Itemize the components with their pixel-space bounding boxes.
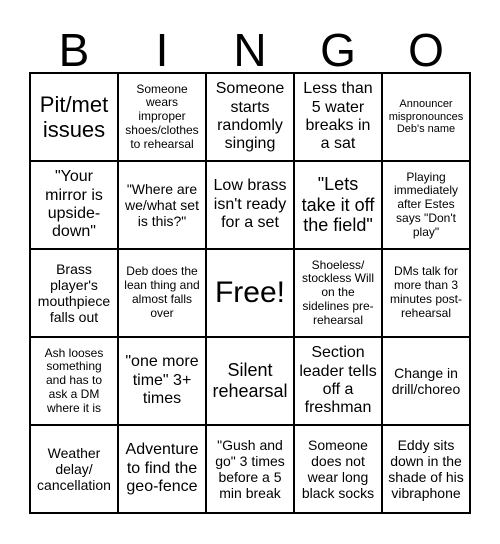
bingo-cell[interactable]: DMs talk for more than 3 minutes post-rehearsal (382, 249, 470, 337)
bingo-cell[interactable]: Eddy sits down in the shade of his vibraphone (382, 425, 470, 513)
header-letter-i: I (155, 24, 169, 76)
header-letter-g: G (320, 24, 356, 76)
bingo-cell[interactable]: Silent rehearsal (206, 337, 294, 425)
bingo-header (30, 22, 470, 78)
header-letter-n: N (233, 24, 267, 76)
bingo-cell[interactable]: Pit/met issues (30, 73, 118, 161)
bingo-cell[interactable]: "Lets take it off the field" (294, 161, 382, 249)
bingo-cell[interactable]: "Your mirror is upside-down" (30, 161, 118, 249)
bingo-cell[interactable]: Section leader tells off a freshman (294, 337, 382, 425)
bingo-cell[interactable]: Ash looses something and has to ask a DM where it is (30, 337, 118, 425)
bingo-cell[interactable]: Brass player's mouthpiece falls out (30, 249, 118, 337)
bingo-cell[interactable]: Weather delay/ cancellation (30, 425, 118, 513)
bingo-card (29, 72, 471, 514)
bingo-cell[interactable]: Change in drill/choreo (382, 337, 470, 425)
bingo-cell[interactable]: "Where are we/what set is this?" (118, 161, 206, 249)
bingo-cell[interactable]: Announcer mispronounces Deb's name (382, 73, 470, 161)
bingo-cell[interactable]: Playing immediately after Estes says "Don't play" (382, 161, 470, 249)
header-letter-b: B (58, 24, 90, 76)
bingo-cell[interactable]: Someone does not wear long black socks (294, 425, 382, 513)
bingo-cell[interactable]: Low brass isn't ready for a set (206, 161, 294, 249)
bingo-cell[interactable]: Less than 5 water breaks in a sat (294, 73, 382, 161)
bingo-cell[interactable]: Someone starts randomly singing (206, 73, 294, 161)
header-letter-o: O (408, 24, 444, 76)
free-space[interactable]: Free! (206, 249, 294, 337)
bingo-cell[interactable]: "one more time" 3+ times (118, 337, 206, 425)
bingo-cell[interactable]: Deb does the lean thing and almost falls over (118, 249, 206, 337)
bingo-cell[interactable]: Shoeless/ stockless Will on the sidelines pre-rehearsal (294, 249, 382, 337)
bingo-cell[interactable]: "Gush and go" 3 times before a 5 min break (206, 425, 294, 513)
bingo-cell[interactable]: Adventure to find the geo-fence (118, 425, 206, 513)
bingo-cell[interactable]: Someone wears improper shoes/clothes to rehearsal (118, 73, 206, 161)
